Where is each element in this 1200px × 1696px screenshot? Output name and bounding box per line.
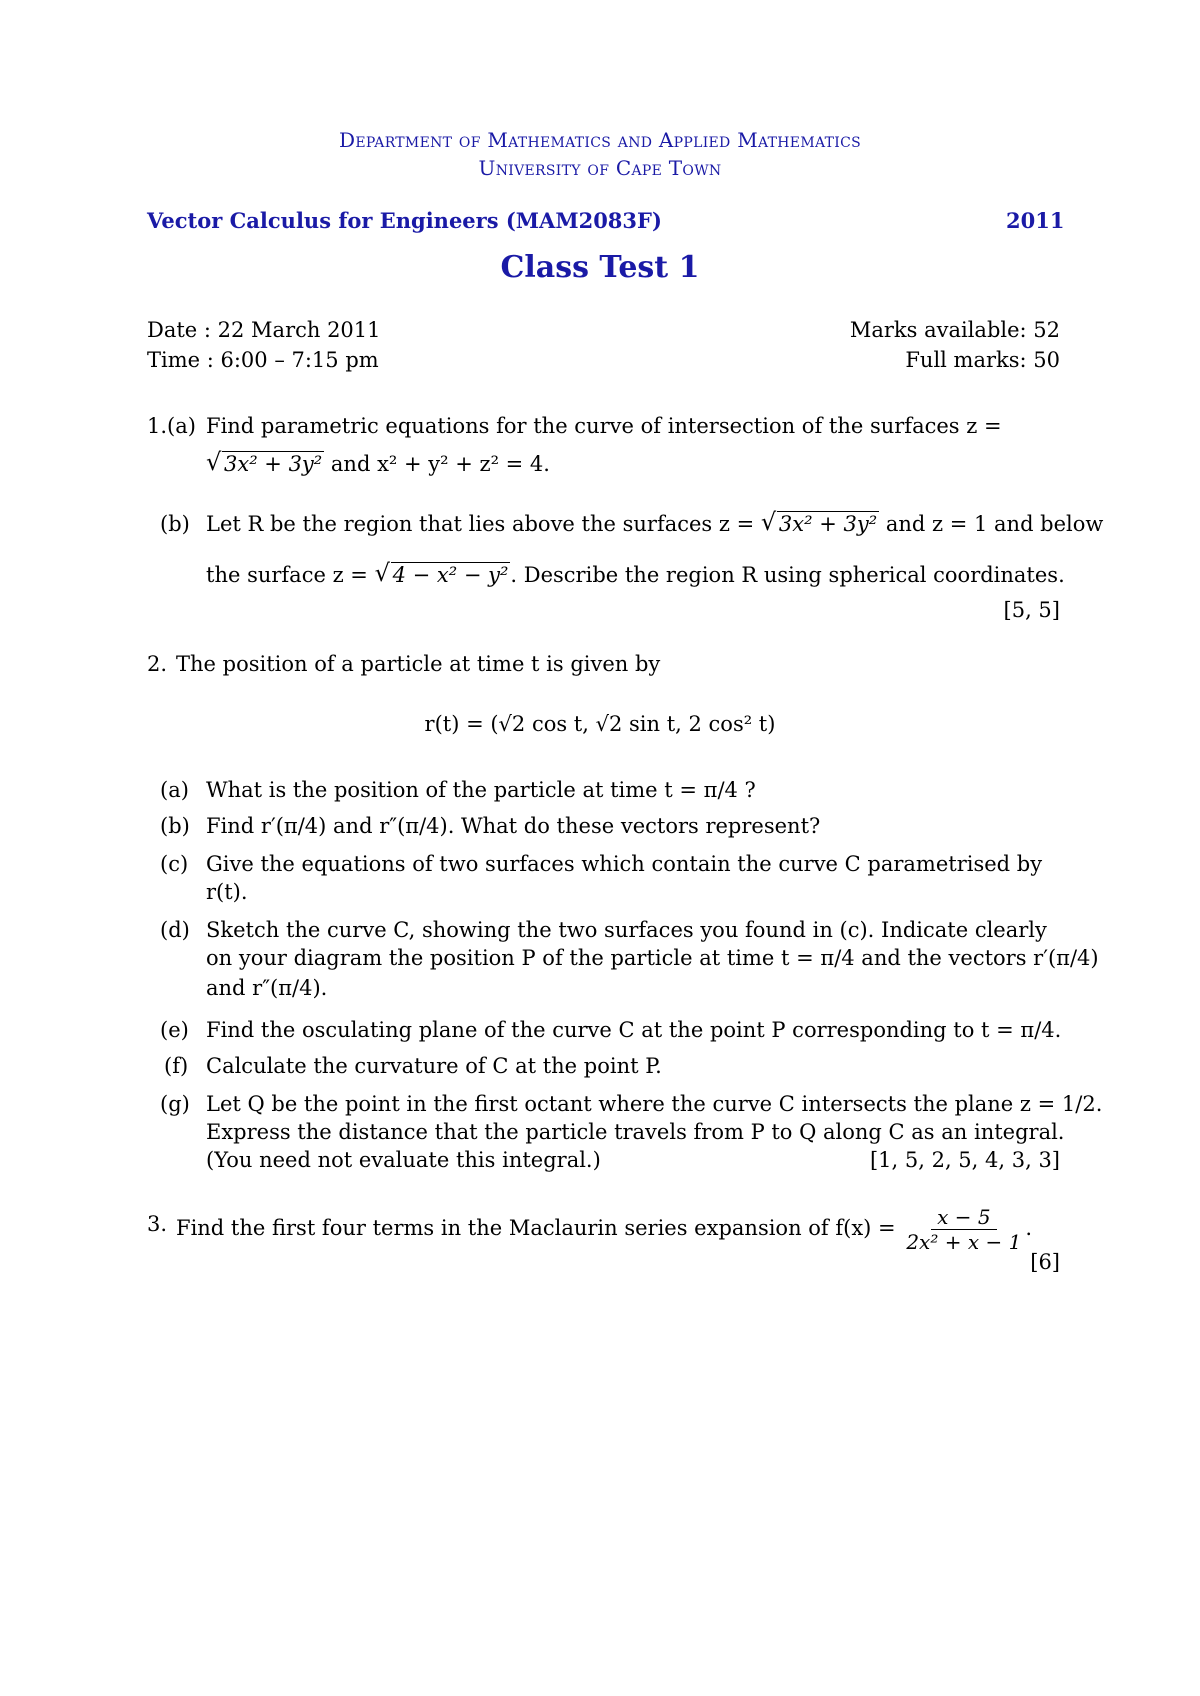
q2f-label: (f) — [164, 1054, 189, 1078]
q2-marks: [1, 5, 2, 5, 4, 3, 3] — [869, 1148, 1060, 1172]
university-heading: University of Cape Town — [478, 156, 722, 180]
q1b-tail: . Describe the region R using spherical coordinates. — [510, 563, 1065, 587]
q3-marks: [6] — [1030, 1250, 1060, 1274]
page-title: Class Test 1 — [500, 250, 700, 285]
q2b-label: (b) — [160, 814, 190, 838]
q2c-text: Give the equations of two surfaces which contain the curve C parametrised by — [206, 852, 1043, 876]
q3-fraction — [906, 1205, 1021, 1254]
q2d-text2: on your diagram the position P of the particle at time t = π/4 and the vectors r′(π/4) — [206, 946, 1099, 970]
q2c-label: (c) — [160, 852, 189, 876]
department-heading: Department of Mathematics and Applied Mathematics — [339, 128, 861, 152]
q1b-line2 — [206, 563, 1065, 587]
q1b-text2: the surface z = — [206, 563, 368, 587]
test-date: Date : 22 March 2011 — [147, 318, 381, 342]
q3-label: 3. — [147, 1212, 168, 1236]
q2f-text: Calculate the curvature of C at the point P. — [206, 1054, 662, 1078]
q2-equation: r(t) = (√2 cos t, √2 sin t, 2 cos² t) — [424, 712, 776, 736]
full-marks: Full marks: 50 — [905, 348, 1060, 372]
q2a-text: What is the position of the particle at time t = π/4 ? — [206, 778, 756, 802]
q3-text: Find the first four terms in the Maclaurin series expansion of f(x) = — [176, 1216, 896, 1240]
test-time: Time : 6:00 – 7:15 pm — [147, 348, 379, 372]
q2c-text2: r(t). — [206, 880, 248, 904]
q2b-text: Find r′(π/4) and r″(π/4). What do these vectors represent? — [206, 814, 821, 838]
course-name: Vector Calculus for Engineers (MAM2083F) — [147, 208, 662, 233]
q3-numerator: x − 5 — [931, 1205, 996, 1230]
q1b-line1 — [206, 512, 1103, 536]
course-year: 2011 — [1006, 208, 1065, 233]
q2g-text2: Express the distance that the particle travels from P to Q along C as an integral. — [206, 1120, 1065, 1144]
q2g-text: Let Q be the point in the first octant where the curve C intersects the plane z = 1/2. — [206, 1092, 1103, 1116]
q2d-text: Sketch the curve C, showing the two surfaces you found in (c). Indicate clearly — [206, 918, 1047, 942]
q2g-text3: (You need not evaluate this integral.) — [206, 1148, 601, 1172]
q1a-sqrt: √ 3x² + 3y² — [206, 452, 324, 476]
q1-marks: [5, 5] — [1003, 598, 1060, 622]
q3-denominator: 2x² + x − 1 — [906, 1230, 1022, 1254]
q2g-label: (g) — [160, 1092, 190, 1116]
q1b-sqrt: √ 3x² + 3y² — [761, 512, 879, 536]
marks-available: Marks available: 52 — [849, 318, 1060, 342]
q1b-label: (b) — [160, 512, 190, 536]
q1a-tail: and x² + y² + z² = 4. — [330, 452, 550, 476]
q1b-sqrt2: √ 4 − x² − y² — [375, 563, 511, 587]
q2e-label: (e) — [160, 1018, 189, 1042]
q3-line: Find the first four terms in the Maclaurin series expansion of f(x) = $\frac{x - 5}{\text{2x² + x − 1}}$ . — [176, 1205, 1032, 1254]
q1a-math — [206, 452, 550, 476]
q1b-text: Let R be the region that lies above the surfaces z = — [206, 512, 755, 536]
q2d-label: (d) — [160, 918, 190, 942]
q1-label: 1.(a) — [147, 414, 196, 438]
q2d-text3: and r″(π/4). — [206, 976, 328, 1000]
q2e-text: Find the osculating plane of the curve C at the point P corresponding to t = π/4. — [206, 1018, 1062, 1042]
q1a-text: Find parametric equations for the curve of intersection of the surfaces z = — [206, 414, 1002, 438]
q2-intro: The position of a particle at time t is given by — [176, 652, 661, 676]
q1b-mid: and z = 1 and below — [885, 512, 1104, 536]
q2a-label: (a) — [160, 778, 189, 802]
q2-label: 2. — [147, 652, 168, 676]
